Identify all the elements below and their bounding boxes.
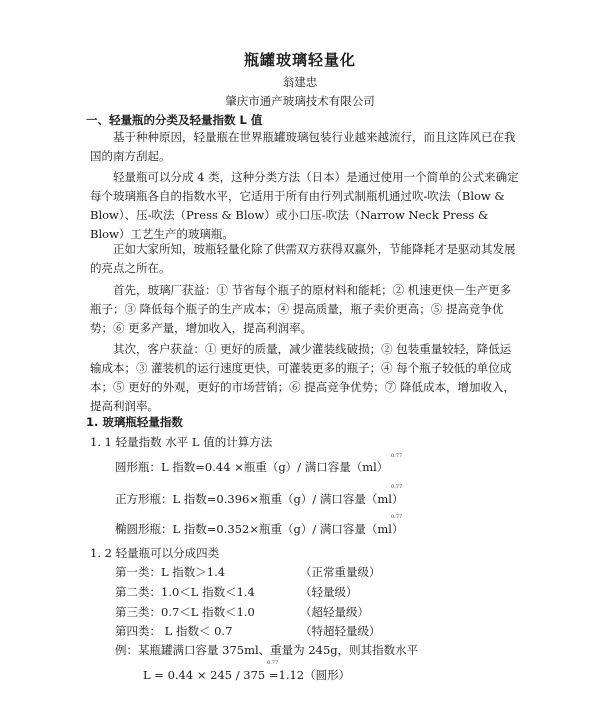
formula-round: 圆形瓶：L 指数=0.44 ×瓶重（g）/ 满口容量（ml） (115, 460, 389, 474)
paragraph-1: 基于种种原因，轻量瓶在世界瓶罐玻璃包装行业越来越流行，而且这阵风已在我国的南方刮起。 (90, 130, 516, 163)
affiliation: 肇庆市通产玻璃技术有限公司 (225, 94, 375, 108)
paragraph-3: 正如大家所知，玻瓶轻量化除了供需双方获得双赢外，节能降耗才是驱动其发展的亮点之所在。 (90, 242, 516, 275)
example-text: 例：某瓶罐满口容量 375ml、重量为 245g，则其指数水平 (115, 643, 419, 657)
category-4-note: （特超轻量级） (300, 624, 381, 638)
example-formula: L = 0.44 × 245 / 375 =1.12（圆形） (143, 668, 351, 682)
subsection-heading-1-2: 1. 2 轻量瓶可以分成四类 (90, 546, 220, 560)
paragraph-5: 其次，客户获益：① 更好的质量，减少灌装线破损；② 包装重量较轻，降低运输成本；③ 灌装机的运行速度更快，可灌装更多的瓶子；④ 每个瓶子较低的单位成本；⑤ 更好的外观，更好的市场营销；⑥ 提高竞争优势；⑦ 降低成本，增加收入，提高利润率。 (90, 342, 515, 413)
category-3: 第三类：0.7＜L 指数＜1.0 (115, 605, 255, 619)
category-2: 第二类：1.0＜L 指数＜1.4 (115, 585, 255, 599)
section-heading-2: 1. 玻璃瓶轻量指数 (86, 415, 183, 429)
exponent-oval: 0.77 (391, 514, 403, 520)
subsection-heading-1-1: 1. 1 轻量指数 水平 L 值的计算方法 (90, 435, 273, 449)
paragraph-2: 轻量瓶可以分成 4 类，这种分类方法（日本）是通过使用一个简单的公式来确定每个玻璃瓶各自的指数水平，它适用于所有由行列式制瓶机通过吹-吹法（Blow & Blow）、压-吹法（Press & Blow）或小口压-吹法（Narrow Neck Press & Blow）工艺生产的玻璃瓶。 (90, 170, 519, 241)
example-exponent: 0.77 (267, 660, 279, 666)
exponent-square: 0.77 (391, 484, 403, 490)
section-heading-1: 一、轻量瓶的分类及轻量指数 L 值 (86, 113, 263, 127)
category-2-note: （轻量级） (300, 585, 358, 599)
author: 翁建忠 (282, 75, 318, 89)
formula-oval: 椭圆形瓶：L 指数=0.352×瓶重（g）/ 满口容量（ml） (115, 522, 404, 536)
exponent-round: 0.77 (391, 453, 403, 459)
category-3-note: （超轻量级） (300, 605, 369, 619)
page-title: 瓶罐玻璃轻量化 (243, 51, 356, 69)
paragraph-4: 首先，玻璃厂获益：① 节省每个瓶子的原材料和能耗；② 机速更快－生产更多瓶子；③ 降低每个瓶子的生产成本；④ 提高质量，瓶子卖价更高；⑤ 提高竞争优势；⑥ 更多产量，增加收入，提高利润率。 (90, 283, 512, 335)
formula-square: 正方形瓶：L 指数=0.396×瓶重（g）/ 满口容量（ml） (115, 492, 404, 506)
category-4: 第四类： L 指数＜ 0.7 (115, 624, 233, 638)
category-1: 第一类：L 指数＞1.4 (115, 565, 226, 579)
category-1-note: （正常重量级） (300, 565, 381, 579)
